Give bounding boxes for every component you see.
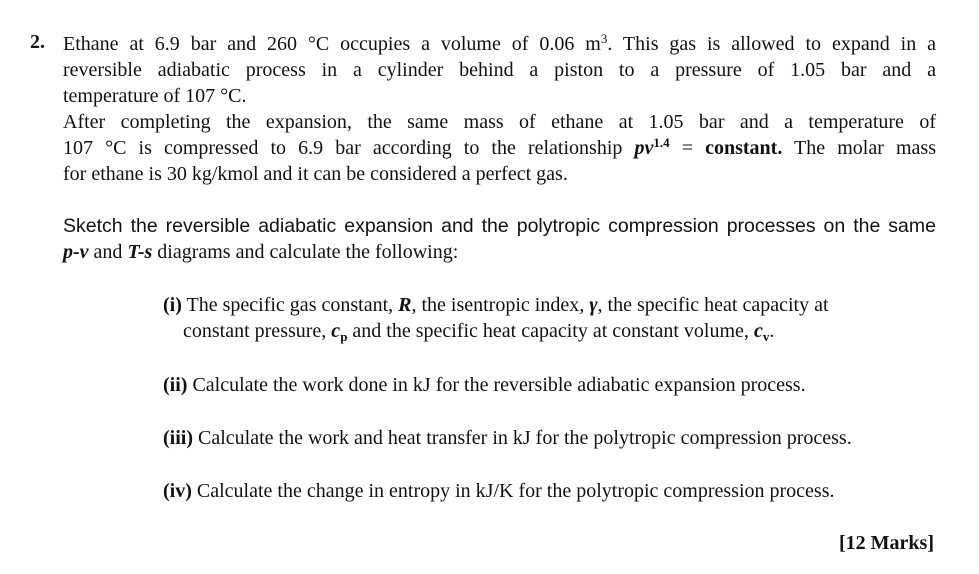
part-iv-label: (iv) [163,480,192,502]
ts-diagram-label: T-s [127,241,153,263]
paragraph-1-line-3: temperature of 107 °C. [63,85,247,107]
equals-sign: = [669,137,706,159]
part-i-text-5: and the specific heat capacity at constant volume, [347,320,754,342]
question-paragraph-3 [63,213,936,265]
gamma-symbol: γ [589,294,598,316]
gas-constant-symbol: R [398,294,412,316]
part-iv [163,478,933,504]
question-number: 2. [30,31,45,53]
p1-l1-text: Ethane at 6.9 bar and 260 °C occupies a volume of 0.06 m [63,33,601,55]
paragraph-3-line-1: Sketch the reversible adiabatic expansion and the polytropic compression processes on the same [63,215,936,237]
p3-l2-end: diagrams and calculate the following: [152,241,459,263]
paragraph-2-line-2 [63,135,936,161]
question-paragraph-2 [63,109,936,187]
part-iii-label: (iii) [163,427,193,449]
question-paragraph-1 [63,31,936,109]
pv-symbol: pv [634,137,654,159]
part-iv-text: Calculate the change in entropy in kJ/K for the polytropic compression process. [191,480,835,502]
part-i-line-2 [163,318,933,344]
cv-symbol: c [753,320,763,342]
part-i-text-3: , the specific heat capacity at [597,294,829,316]
part-i-label: (i) [163,294,182,316]
cp-symbol: c [331,320,341,342]
part-i [163,292,933,344]
part-ii-text: Calculate the work done in kJ for the reversible adiabatic expansion process. [187,374,806,396]
part-ii-label: (ii) [163,374,188,396]
part-iii [163,425,933,451]
paragraph-2-line-3: for ethane is 30 kg/kmol and it can be considered a perfect gas. [63,163,568,185]
paragraph-1-line-1 [63,31,936,57]
part-iii-text: Calculate the work and heat transfer in kJ for the polytropic compression process. [193,427,852,449]
part-i-text-4: constant pressure, [183,320,332,342]
part-i-text-1: The specific gas constant, [181,294,399,316]
cv-subscript: v [762,329,770,344]
constant-word: constant. [705,137,783,159]
paragraph-1-line-2: reversible adiabatic process in a cylinder behind a piston to a pressure of 1.05 bar and a [63,59,936,81]
part-ii [163,372,933,398]
polytropic-exponent: 1.4 [653,135,670,150]
part-i-text-6: . [769,320,775,342]
p1-l1-end: . This gas is allowed to expand in a [607,33,936,55]
p2-l2-text: 107 °C is compressed to 6.9 bar according to the relationship [63,137,635,159]
cp-subscript: p [340,329,348,344]
paragraph-2-line-1: After completing the expansion, the same mass of ethane at 1.05 bar and a temperature of [63,111,936,133]
part-i-text-2: , the isentropic index, [411,294,590,316]
and-word: and [88,241,128,263]
paragraph-3-line-2 [63,239,936,265]
marks-allocation: [12 Marks] [839,532,934,554]
p2-l2-end: The molar mass [782,137,936,159]
cubic-superscript: 3 [600,31,608,46]
part-i-line-1 [163,292,933,318]
pv-diagram-label: p-v [63,241,89,263]
